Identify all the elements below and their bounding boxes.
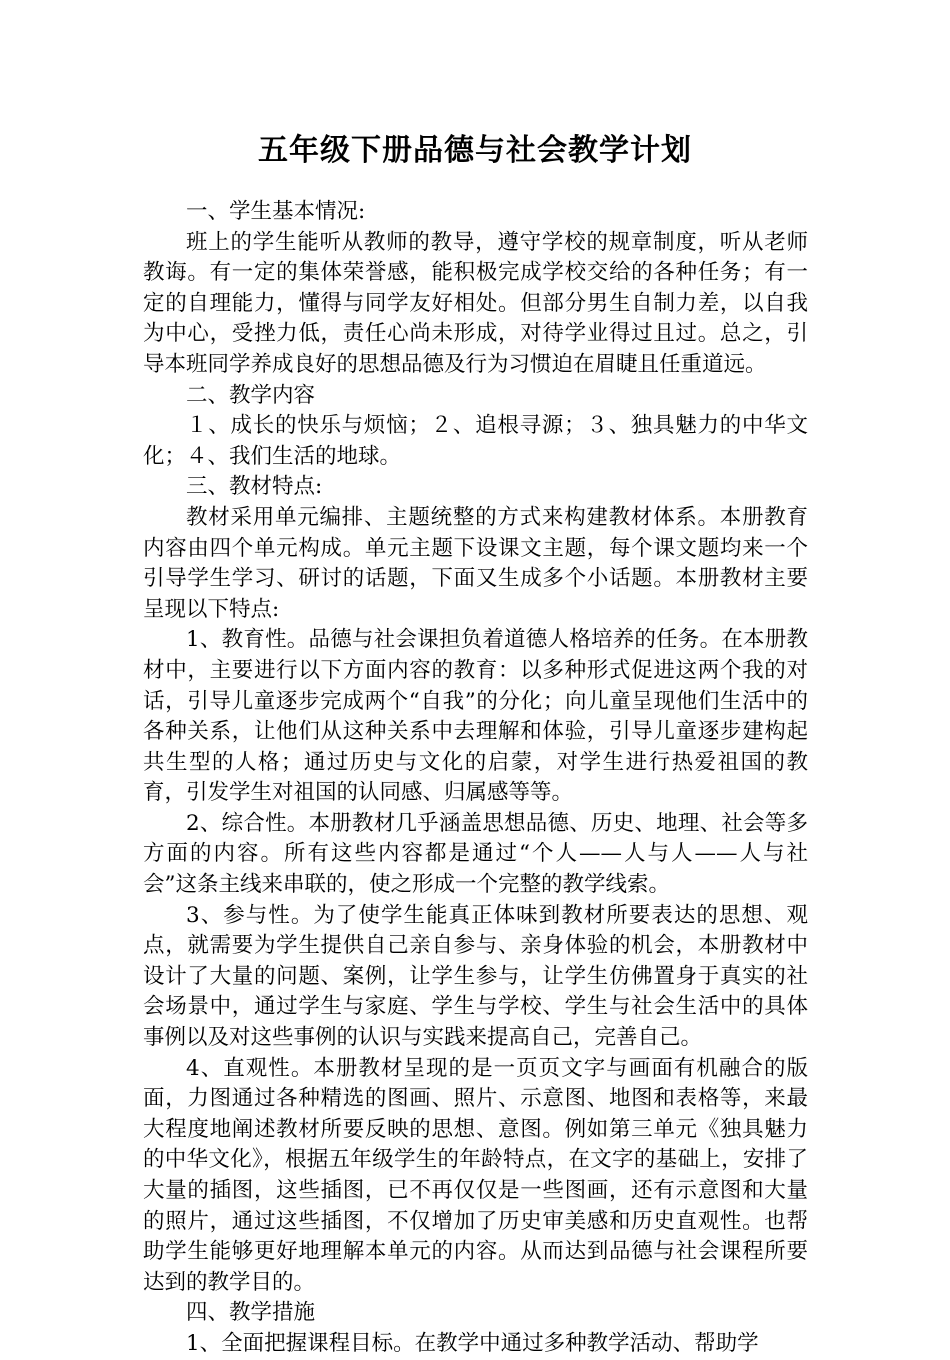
paragraph-feature-intuitive: 4、直观性。本册教材呈现的是一页页文字与画面有机融合的版面，力图通过各种精选的图画、照片、示意图、地图和表格等，来最大程度地阐述教材所要反映的思想、意图。例如第三单元《独具魅力的中华文化》，根据五年级学生的年龄特点，在文字的基础上，安排了大量的插图，这些插图，已不再仅仅是一些图画，还有示意图和大量的照片，通过这些插图，不仅增加了历史审美感和历史直观性。也帮助学生能够更好地理解本单元的内容。从而达到品德与社会课程所要达到的教学目的。 xyxy=(143,1055,808,1295)
paragraph-textbook-intro: 教材采用单元编排、主题统整的方式来构建教材体系。本册教育内容由四个单元构成。单元主题下设课文主题，每个课文题均来一个引导学生学习、研讨的话题，下面又生成多个小话题。本册教材主要呈现以下特点: xyxy=(143,504,808,622)
paragraph-feature-participatory: 3、参与性。为了使学生能真正体味到教材所要表达的思想、观点，就需要为学生提供自己亲自参与、亲身体验的机会，本册教材中设计了大量的问题、案例，让学生参与，让学生仿佛置身于真实的社会场景中，通过学生与家庭、学生与学校、学生与社会生活中的具体事例以及对这些事例的认识与实践来提高自己，完善自己。 xyxy=(143,902,808,1051)
section-heading-teaching-content: 二、教学内容 xyxy=(186,382,316,408)
document-title: 五年级下册品德与社会教学计划 xyxy=(258,133,692,168)
paragraph-feature-educational: 1、教育性。品德与社会课担负着道德人格培养的任务。在本册教材中，主要进行以下方面内容的教育：以多种形式促进这两个我的对话，引导儿童逐步完成两个“自我”的分化；向儿童呈现他们生活中的各种关系，让他们从这种关系中去理解和体验，引导儿童逐步建构起共生型的人格；通过历史与文化的启蒙，对学生进行热爱祖国的教育，引发学生对祖国的认同感、归属感等等。 xyxy=(143,627,808,806)
paragraph-student-situation: 班上的学生能听从教师的教导，遵守学校的规章制度，听从老师教诲。有一定的集体荣誉感，能积极完成学校交给的各种任务；有一定的自理能力，懂得与同学友好相处。但部分男生自制力差，以自我为中心，受挫力低，责任心尚未形成，对待学业得过且过。总之，引导本班同学养成良好的思想品德及行为习惯迫在眉睫且任重道远。 xyxy=(143,229,808,377)
section-heading-teaching-measures: 四、教学措施 xyxy=(186,1300,316,1326)
document-body xyxy=(143,197,808,1360)
paragraph-teaching-content: １、成长的快乐与烦恼；２、追根寻源；３、独具魅力的中华文化；４、我们生活的地球。 xyxy=(143,413,808,469)
section-heading-student-situation: 一、学生基本情况: xyxy=(186,199,366,224)
paragraph-measure-1: 1、全面把握课程目标。在教学中通过多种教学活动、帮助学 xyxy=(186,1330,759,1356)
paragraph-feature-comprehensive: 2、综合性。本册教材几乎涵盖思想品德、历史、地理、社会等多方面的内容。所有这些内容都是通过“个人——人与人——人与社会”这条主线来串联的，使之形成一个完整的教学线索。 xyxy=(143,810,808,898)
section-heading-textbook-features: 三、教材特点: xyxy=(186,474,323,500)
